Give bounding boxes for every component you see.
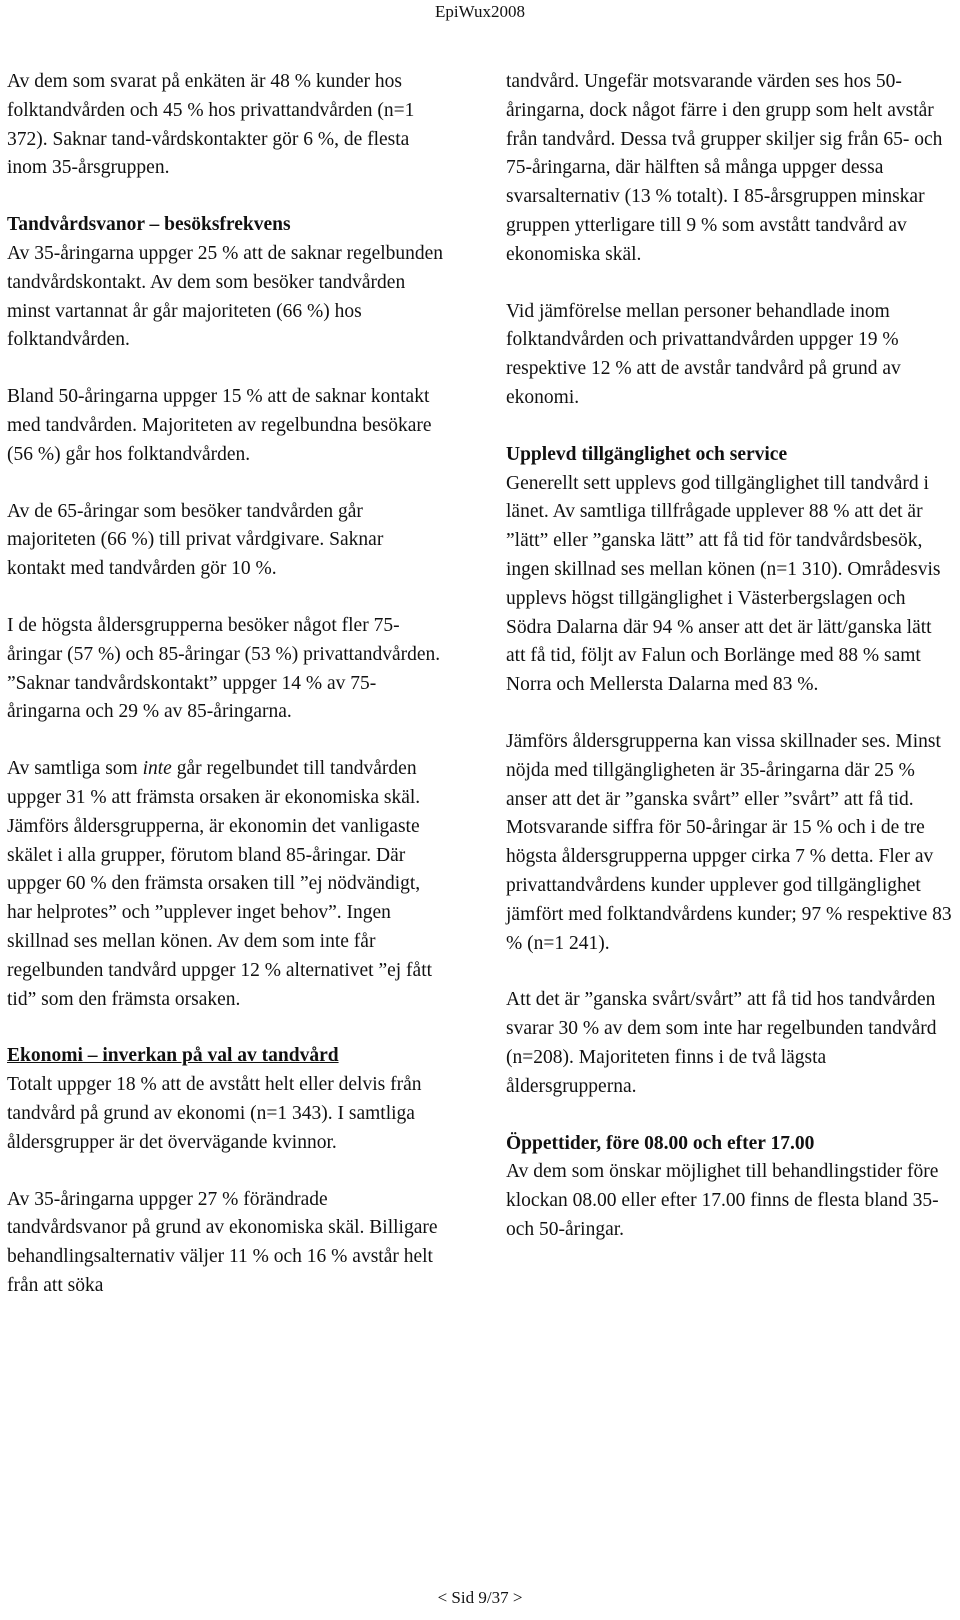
paragraph [7,755,445,1014]
paragraph: Att det är ”ganska svårt/svårt” att få tid hos tandvården svarar 30 % av dem som inte har regelbunden tandvård (n=208). Majoriteten finns i de två lägsta åldersgrupperna. [506,989,937,1097]
page-number: < Sid 9/37 > [437,1588,523,1607]
paragraph-text: Av dem som önskar möjlighet till behandlingstider före klockan 08.00 eller efter 17.00 finns de flesta bland 35- och 50-åringar. [506,1161,939,1240]
section-visit-frequency [7,211,445,355]
paragraph-text: Generellt sett upplevs god tillgänglighet till tandvård i länet. Av samtliga tillfrågade upplever 88 % att det är ”lätt” eller ”ganska lätt” att få tid för tandvårdsbesök, ingen skillnad ses mellan könen (n=1 310). Områdesvis upplevs högst tillgänglighet i Västerbergslagen och Södra Dalarna där 94 % anser att det är lätt/ganska lätt att få tid, följt av Falun och Borlänge med 88 % samt Norra och Mellersta Dalarna med 83 %. [506,472,941,696]
paragraph-text: Av samtliga som [7,758,143,780]
section-heading: Tandvårdsvanor – besöksfrekvens [7,214,291,236]
left-column [7,68,445,1329]
paragraph: Jämförs åldersgrupperna kan vissa skillnader ses. Minst nöjda med tillgängligheten är 35-åringarna där 25 % anser att det är ”ganska svårt” eller ”svårt” att få tid. Motsvarande siffra för 50-åringar är 15 % och i de tre högsta åldersgrupperna uppger cirka 7 % detta. Fler av privattandvårdens kunder upplever god tillgänglighet jämfört med folktandvårdens kunder; 97 % respektive 83 % (n=1 241). [506,730,952,954]
emphasis-text: inte [142,758,172,780]
section-opening-hours [506,1130,954,1245]
section-heading: Ekonomi – inverkan på val av tandvård [7,1045,339,1067]
paragraph: Bland 50-åringarna uppger 15 % att de saknar kontakt med tandvården. Majoriteten av regelbundna besökare (56 %) går hos folktandvården. [7,386,432,465]
paragraph: Av dem som svarat på enkäten är 48 % kunder hos folktandvården och 45 % hos privattandvården (n=1 372). Saknar tand-vårdskontakter gör 6 %, de flesta inom 35-årsgruppen. [7,71,415,179]
paragraph: tandvård. Ungefär motsvarande värden ses hos 50-åringarna, dock något färre i den grupp som helt avstår från tandvård. Dessa två grupper skiljer sig från 65- och 75-åringarna, där hälften så många uppger dessa svarsalternativ (13 % totalt). I 85-årsgruppen minskar gruppen ytterligare till 9 % som avstått tandvård av ekonomiska skäl. [506,71,943,265]
paragraph: Vid jämförelse mellan personer behandlade inom folktandvården och privattandvården uppger 19 % respektive 12 % att de avstår tandvård på grund av ekonomi. [506,300,901,408]
section-heading: Öppettider, före 08.00 och efter 17.00 [506,1132,815,1154]
section-accessibility [506,441,954,700]
paragraph: Av de 65-åringar som besöker tandvården går majoriteten (66 %) till privat vårdgivare. Saknar kontakt med tandvården gör 10 %. [7,500,384,580]
right-column [506,68,954,1273]
section-heading: Upplevd tillgänglighet och service [506,443,788,465]
paragraph-text: Totalt uppger 18 % att de avstått helt eller delvis från tandvård på grund av ekonomi (n=1 343). I samtliga åldersgrupper är det övervägande kvinnor. [7,1074,422,1153]
section-economy [7,1042,445,1157]
paragraph: Av 35-åringarna uppger 27 % förändrade tandvårdsvanor på grund av ekonomiska skäl. Billigare behandlingsalternativ väljer 11 % och 16 % avstår helt från att söka [7,1188,438,1296]
page-header: EpiWux2008 [435,2,525,21]
paragraph-text: går regelbundet till tandvården uppger 31 % att främsta orsaken är ekonomiska skäl. Jämförs åldersgrupperna, är ekonomin det vanligaste skälet i alla grupper, förutom bland 85-åringar. Där uppger 60 % den främsta orsaken till ”ej nödvändigt, har helprotes” och ”upplever inget behov”. Ingen skillnad ses mellan könen. Av dem som inte får regelbunden tandvård uppger 12 % alternativet ”ej fått tid” som den främsta orsaken. [7,758,433,1010]
paragraph: I de högsta åldersgrupperna besöker något fler 75-åringar (57 %) och 85-åringar (53 %) privattandvården. ”Saknar tandvårdskontakt” uppger 14 % av 75-åringarna och 29 % av 85-åringarna. [7,614,441,723]
paragraph-text: Av 35-åringarna uppger 25 % att de saknar regelbunden tandvårdskontakt. Av dem som besöker tandvården minst vartannat år går majoriteten (66 %) hos folktandvården. [7,242,444,351]
